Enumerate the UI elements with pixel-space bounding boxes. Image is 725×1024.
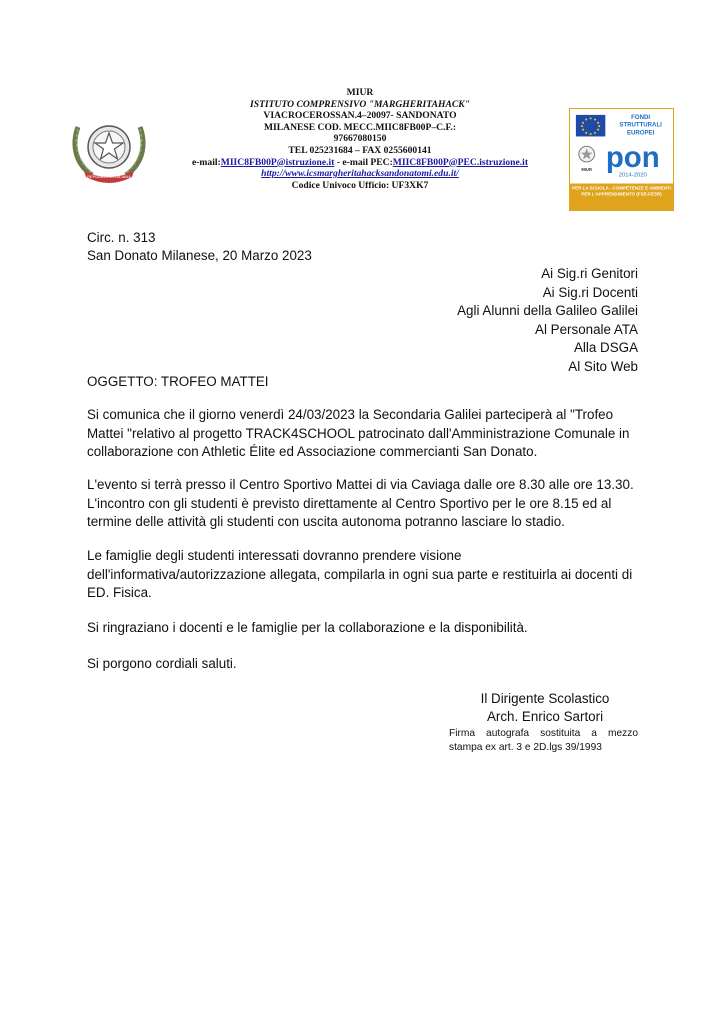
email-label: e-mail: xyxy=(191,156,221,168)
paragraph-2 xyxy=(87,476,647,532)
phone-fax: TEL 025231684 – FAX 0255600141 xyxy=(288,144,432,156)
recipient-item: Ai Sig.ri Genitori xyxy=(541,266,638,281)
email-line xyxy=(160,157,560,169)
recipient-item: Al Sito Web xyxy=(568,358,638,374)
paragraph-line: Si comunica che il giorno venerdì 24/03/2023 la Secondaria Galilei parteciperà al "Trofeo xyxy=(87,407,614,422)
circular-number: Circ. n. 313 xyxy=(87,230,156,245)
paragraph-5: Si porgono cordiali saluti. xyxy=(87,656,237,671)
paragraph-line: Le famiglie degli studenti interessati dovranno prendere visione xyxy=(87,548,462,563)
paragraph-line: termine delle attività gli studenti con uscita autonoma potranno lasciare lo stadio. xyxy=(87,514,565,529)
place-date: San Donato Milanese, 20 Marzo 2023 xyxy=(87,248,312,263)
paragraph-3 xyxy=(87,547,647,603)
pon-years-text: 2014-2020 xyxy=(618,172,647,179)
recipient-item: Agli Alunni della Galileo Galilei xyxy=(457,303,638,318)
signature-note-line-1: Firma autografa sostituita a mezzo xyxy=(449,728,638,739)
paragraph-line: Mattei "relativo al progetto TRACK4SCHOOL patrocinato dall'Amministrazione Comunale in xyxy=(87,425,630,441)
pon-footer-text: PER LA SCUOLA - COMPETENZE E AMBIENTI PER L'APPRENDIMENTO (FSE-FESR) xyxy=(572,185,671,196)
signature-name: Arch. Enrico Sartori xyxy=(486,709,604,724)
pon-miur-text: MIUR xyxy=(581,166,592,172)
recipient-item: Alla DSGA xyxy=(574,340,638,355)
emblem-ribbon-text: REPUBBLICA ITALIANA xyxy=(87,174,131,179)
paragraph-1 xyxy=(87,406,647,462)
address-line-2: MILANESE COD. MECC.MIIC8FB00P–C.F.: xyxy=(263,121,457,133)
org-name: MIUR xyxy=(346,87,374,98)
recipient-list xyxy=(380,265,638,376)
pon-strutturali-text: STRUTTURALI xyxy=(619,122,662,129)
pon-logo-icon xyxy=(569,108,674,211)
paragraph-line: L'evento si terrà presso il Centro Sportivo Mattei di via Caviaga dalle ore 8.30 alle ore 13.30. xyxy=(87,477,634,492)
recipient-item: Ai Sig.ri Docenti xyxy=(542,284,638,300)
email-link[interactable]: MIIC8FB00P@istruzione.it xyxy=(220,156,335,168)
subject-line: OGGETTO: TROFEO MATTEI xyxy=(87,374,269,389)
pec-label: - e-mail PEC: xyxy=(334,156,393,168)
signature-note-line-2: stampa ex art. 3 e 2D.lgs 39/1993 xyxy=(449,742,602,753)
pec-link[interactable]: MIIC8FB00P@PEC.istruzione.it xyxy=(392,156,529,168)
pon-europei-text: EUROPEI xyxy=(626,130,655,137)
office-code: Codice Univoco Ufficio: UF3XK7 xyxy=(291,179,429,191)
letterhead xyxy=(160,87,560,191)
signature-role: Il Dirigente Scolastico xyxy=(480,691,610,706)
recipient-item: Al Personale ATA xyxy=(535,321,638,337)
paragraph-4: Si ringraziano i docenti e le famiglie per la collaborazione e la disponibilità. xyxy=(87,620,528,635)
website-link[interactable]: http://www.icsmargheritahacksandonatomi.edu.it/ xyxy=(261,168,459,180)
school-name: ISTITUTO COMPRENSIVO "MARGHERITAHACK" xyxy=(250,98,470,110)
paragraph-line: dell'informativa/autorizzazione allegata, compilarla in ogni sua parte e restituirla ai docenti di xyxy=(87,566,633,582)
address-line-3: 97667080150 xyxy=(333,133,387,145)
paragraph-line: ED. Fisica. xyxy=(87,585,152,600)
italian-republic-emblem-icon xyxy=(70,113,148,183)
address-line-1: VIACROCEROSSAN.4–20097- SANDONATO xyxy=(263,110,457,122)
pon-fondi-text: FONDI xyxy=(631,114,651,121)
paragraph-line: L'incontro con gli studenti è previsto direttamente al Centro Sportivo per le ore 8.15 ed al xyxy=(87,495,612,511)
pon-brand-text: pon xyxy=(605,140,660,174)
paragraph-line: collaborazione con Athletic Élite ed Associazione commercianti San Donato. xyxy=(87,444,538,459)
